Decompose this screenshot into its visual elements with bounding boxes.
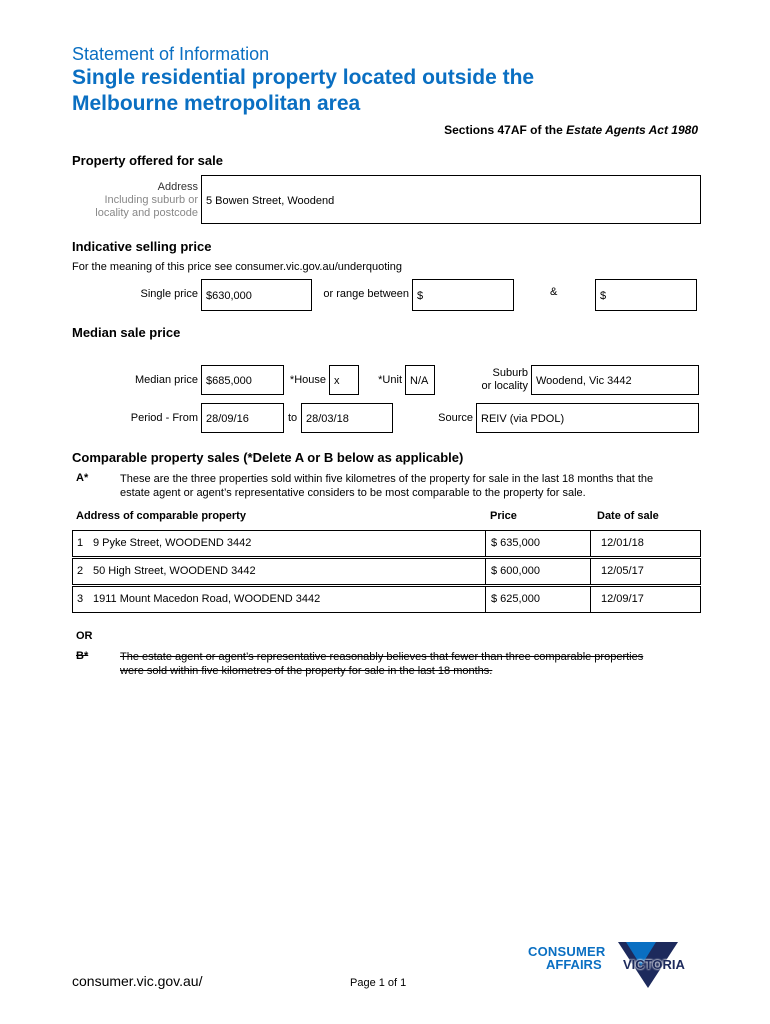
row-price: $ 625,000: [491, 593, 540, 605]
underquoting-note: For the meaning of this price see consumer.vic.gov.au/underquoting: [72, 261, 402, 273]
option-a-text: [120, 472, 710, 500]
suburb-label-line-1: Suburb: [492, 367, 528, 379]
document-title-line-1: Single residential property located outside the: [72, 66, 535, 89]
median-price-value: $685,000: [206, 375, 252, 387]
row-address: 50 High Street, WOODEND 3442: [93, 565, 256, 577]
period-to-field[interactable]: [301, 403, 393, 433]
period-from-field[interactable]: [201, 403, 284, 433]
row-address: 9 Pyke Street, WOODEND 3442: [93, 537, 252, 549]
option-b-text-line-2: were sold within five kilometres of the property for sale in the last 18 months.: [120, 665, 493, 677]
row-price: $ 600,000: [491, 565, 540, 577]
option-b-text-line-1: The estate agent or agent’s representative reasonably believes that fewer than three comparable properties: [120, 651, 644, 663]
act-reference-name: Estate Agents Act 1980: [566, 123, 698, 137]
median-heading: Median sale price: [72, 325, 181, 340]
period-from-value: 28/09/16: [206, 413, 249, 425]
address-label-line-1: Address: [157, 181, 198, 193]
source-value: REIV (via PDOL): [481, 413, 565, 425]
option-a-label: A*: [76, 472, 89, 484]
range-to-field[interactable]: [595, 279, 697, 311]
suburb-label: [455, 367, 528, 393]
document-subtitle: Statement of Information: [72, 44, 270, 64]
or-label: OR: [76, 630, 93, 642]
act-reference-prefix: Sections 47AF of the: [444, 123, 567, 137]
logo-line-affairs: AFFAIRS: [546, 957, 602, 972]
row-number: 1: [77, 537, 84, 549]
period-to-value: 28/03/18: [306, 413, 349, 425]
table-row: [72, 558, 701, 585]
row-number: 3: [77, 593, 84, 605]
source-field[interactable]: [476, 403, 699, 433]
range-to-value: $: [600, 290, 607, 302]
range-from-field[interactable]: [412, 279, 514, 311]
option-a-text-line-1: These are the three properties sold within five kilometres of the property for sale in the last 18 months that the: [120, 473, 654, 485]
address-label-line-3: locality and postcode: [95, 207, 198, 219]
house-field[interactable]: [329, 365, 359, 395]
logo-line-consumer: CONSUMER: [528, 944, 606, 959]
row-address: 1911 Mount Macedon Road, WOODEND 3442: [93, 593, 321, 605]
unit-value: N/A: [410, 375, 429, 387]
single-price-label: Single price: [140, 288, 198, 300]
property-heading: Property offered for sale: [72, 153, 223, 168]
row-date: 12/05/17: [601, 565, 644, 577]
median-price-field[interactable]: [201, 365, 284, 395]
table-row: [72, 530, 701, 557]
address-value: 5 Bowen Street, Woodend: [206, 195, 335, 207]
median-price-label: Median price: [135, 374, 198, 386]
single-price-field[interactable]: [201, 279, 312, 311]
col-header-price: Price: [490, 510, 517, 522]
footer-url[interactable]: consumer.vic.gov.au/: [72, 973, 203, 989]
comparable-heading: Comparable property sales (*Delete A or B below as applicable): [72, 450, 464, 465]
option-b-label: B*: [76, 650, 89, 662]
option-a-text-line-2: estate agent or agent’s representative considers to be most comparable to the property for sale.: [120, 487, 586, 499]
row-date: 12/01/18: [601, 537, 644, 549]
option-b-text: [120, 650, 710, 678]
period-label: Period - From: [130, 412, 198, 424]
table-row: [72, 586, 701, 613]
page-number: Page 1 of 1: [350, 977, 407, 989]
row-price: $ 635,000: [491, 537, 540, 549]
address-field[interactable]: [201, 175, 701, 224]
col-header-date: Date of sale: [597, 510, 659, 522]
address-label: [72, 181, 198, 220]
period-to-label: to: [288, 412, 298, 424]
document-title-line-2: Melbourne metropolitan area: [72, 92, 361, 115]
logo-line-victoria: VICTORIA: [623, 957, 685, 972]
indicative-heading: Indicative selling price: [72, 239, 212, 254]
source-label: Source: [438, 412, 473, 424]
suburb-label-line-2: or locality: [481, 380, 528, 392]
row-date: 12/09/17: [601, 593, 644, 605]
house-label: *House: [289, 374, 326, 386]
range-from-value: $: [417, 290, 424, 302]
col-header-address: Address of comparable property: [76, 510, 246, 522]
address-label-line-2: Including suburb or: [104, 194, 198, 206]
row-number: 2: [77, 565, 84, 577]
act-reference: [444, 123, 698, 137]
unit-label: *Unit: [378, 374, 402, 386]
consumer-affairs-victoria-logo: [528, 942, 703, 988]
range-label: or range between: [323, 288, 409, 300]
single-price-value: $630,000: [206, 290, 252, 302]
suburb-field[interactable]: [531, 365, 699, 395]
house-value: x: [334, 375, 340, 387]
suburb-value: Woodend, Vic 3442: [536, 375, 632, 387]
unit-field[interactable]: [405, 365, 435, 395]
range-ampersand: &: [550, 286, 558, 298]
